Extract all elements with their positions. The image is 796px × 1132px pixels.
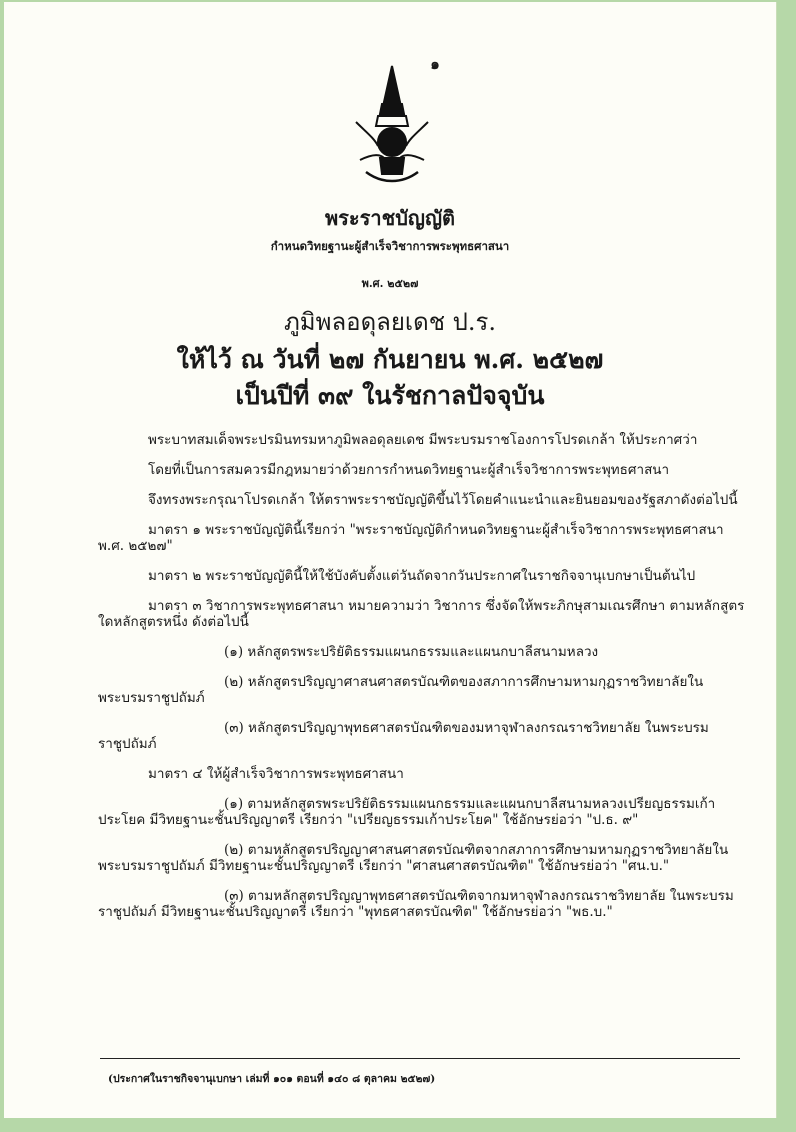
document-year: พ.ศ. ๒๕๒๗: [361, 277, 419, 290]
page-number: ๑: [430, 55, 440, 73]
paragraph: จึงทรงพระกรุณาโปรดเกล้า ให้ตราพระราชบัญญัติขึ้นไว้โดยคำแนะนำและยินยอมของรัฐสภาดังต่อไปนี้: [148, 492, 738, 508]
document-body: [98, 432, 748, 934]
section-2: มาตรา ๒ พระราชบัญญัตินี้ให้ใช้บังคับตั้งแต่วันถัดจากวันประกาศในราชกิจจานุเบกษาเป็นต้นไป: [148, 568, 696, 584]
footnote-divider: [100, 1058, 740, 1059]
section-3-item-3: (๓) หลักสูตรปริญญาพุทธศาสตรบัณฑิตของมหาจุฬาลงกรณราชวิทยาลัย ในพระบรมราชูปถัมภ์: [98, 720, 709, 752]
paragraph: โดยที่เป็นการสมควรมีกฎหมายว่าด้วยการกำหนดวิทยฐานะผู้สำเร็จวิชาการพระพุทธศาสนา: [148, 462, 670, 478]
section-4: มาตรา ๔ ให้ผู้สำเร็จวิชาการพระพุทธศาสนา: [148, 766, 404, 782]
section-4-item-3: (๓) ตามหลักสูตรปริญญาพุทธศาสตรบัณฑิตจากมหาจุฬาลงกรณราชวิทยาลัย ในพระบรมราชูปถัมภ์ มีวิทยฐานะชั้นปริญญาตรี เรียกว่า "พุทธศาสตรบัณฑิต" ใช้อักษรย่อว่า "พธ.บ.": [98, 888, 734, 920]
king-signature-line: ภูมิพลอดุลยเดช ป.ร.: [283, 308, 497, 336]
section-1: มาตรา ๑ พระราชบัญญัตินี้เรียกว่า "พระราชบัญญัติกำหนดวิทยฐานะผู้สำเร็จวิชาการพระพุทธศาสนา พ.ศ. ๒๕๒๗": [98, 522, 724, 554]
garuda-emblem-icon: [352, 62, 432, 192]
section-4-item-1: (๑) ตามหลักสูตรพระปริยัติธรรมแผนกธรรมและแผนกบาลีสนามหลวงเปรียญธรรมเก้าประโยค มีวิทยฐานะชั้นปริญญาตรี เรียกว่า "เปรียญธรรมเก้าประโยค" ใช้อักษรย่อว่า "ป.ธ. ๙": [98, 796, 716, 828]
footnote: (ประกาศในราชกิจจานุเบกษา เล่มที่ ๑๐๑ ตอนที่ ๑๔๐ ๘ ตุลาคม ๒๕๒๗): [108, 1073, 436, 1085]
document-page: [4, 2, 777, 1118]
given-date: ให้ไว้ ณ วันที่ ๒๗ กันยายน พ.ศ. ๒๕๒๗: [176, 345, 604, 374]
paragraph: พระบาทสมเด็จพระปรมินทรมหาภูมิพลอดุลยเดช มีพระบรมราชโองการโปรดเกล้า ให้ประกาศว่า: [148, 432, 698, 448]
document-title: พระราชบัญญัติ: [325, 206, 455, 230]
reign-year: เป็นปีที่ ๓๙ ในรัชกาลปัจจุบัน: [235, 381, 545, 410]
section-4-item-2: (๒) ตามหลักสูตรปริญญาศาสนศาสตรบัณฑิตจากสภาการศึกษามหามกุฏราชวิทยาลัยในพระบรมราชูปถัมภ์ มีวิทยฐานะชั้นปริญญาตรี เรียกว่า "ศาสนศาสตรบัณฑิต" ใช้อักษรย่อว่า "ศน.บ.": [98, 842, 729, 874]
section-3-item-1: (๑) หลักสูตรพระปริยัติธรรมแผนกธรรมและแผนกบาลีสนามหลวง: [224, 644, 599, 660]
document-subtitle: กำหนดวิทยฐานะผู้สำเร็จวิชาการพระพุทธศาสนา: [270, 239, 510, 253]
section-3-item-2: (๒) หลักสูตรปริญญาศาสนศาสตรบัณฑิตของสภาการศึกษามหามกุฏราชวิทยาลัยในพระบรมราชูปถัมภ์: [98, 674, 704, 706]
section-3: มาตรา ๓ วิชาการพระพุทธศาสนา หมายความว่า วิชาการ ซึ่งจัดให้พระภิกษุสามเณรศึกษา ตามหลักสูตรใดหลักสูตรหนึ่ง ดังต่อไปนี้: [98, 598, 745, 630]
